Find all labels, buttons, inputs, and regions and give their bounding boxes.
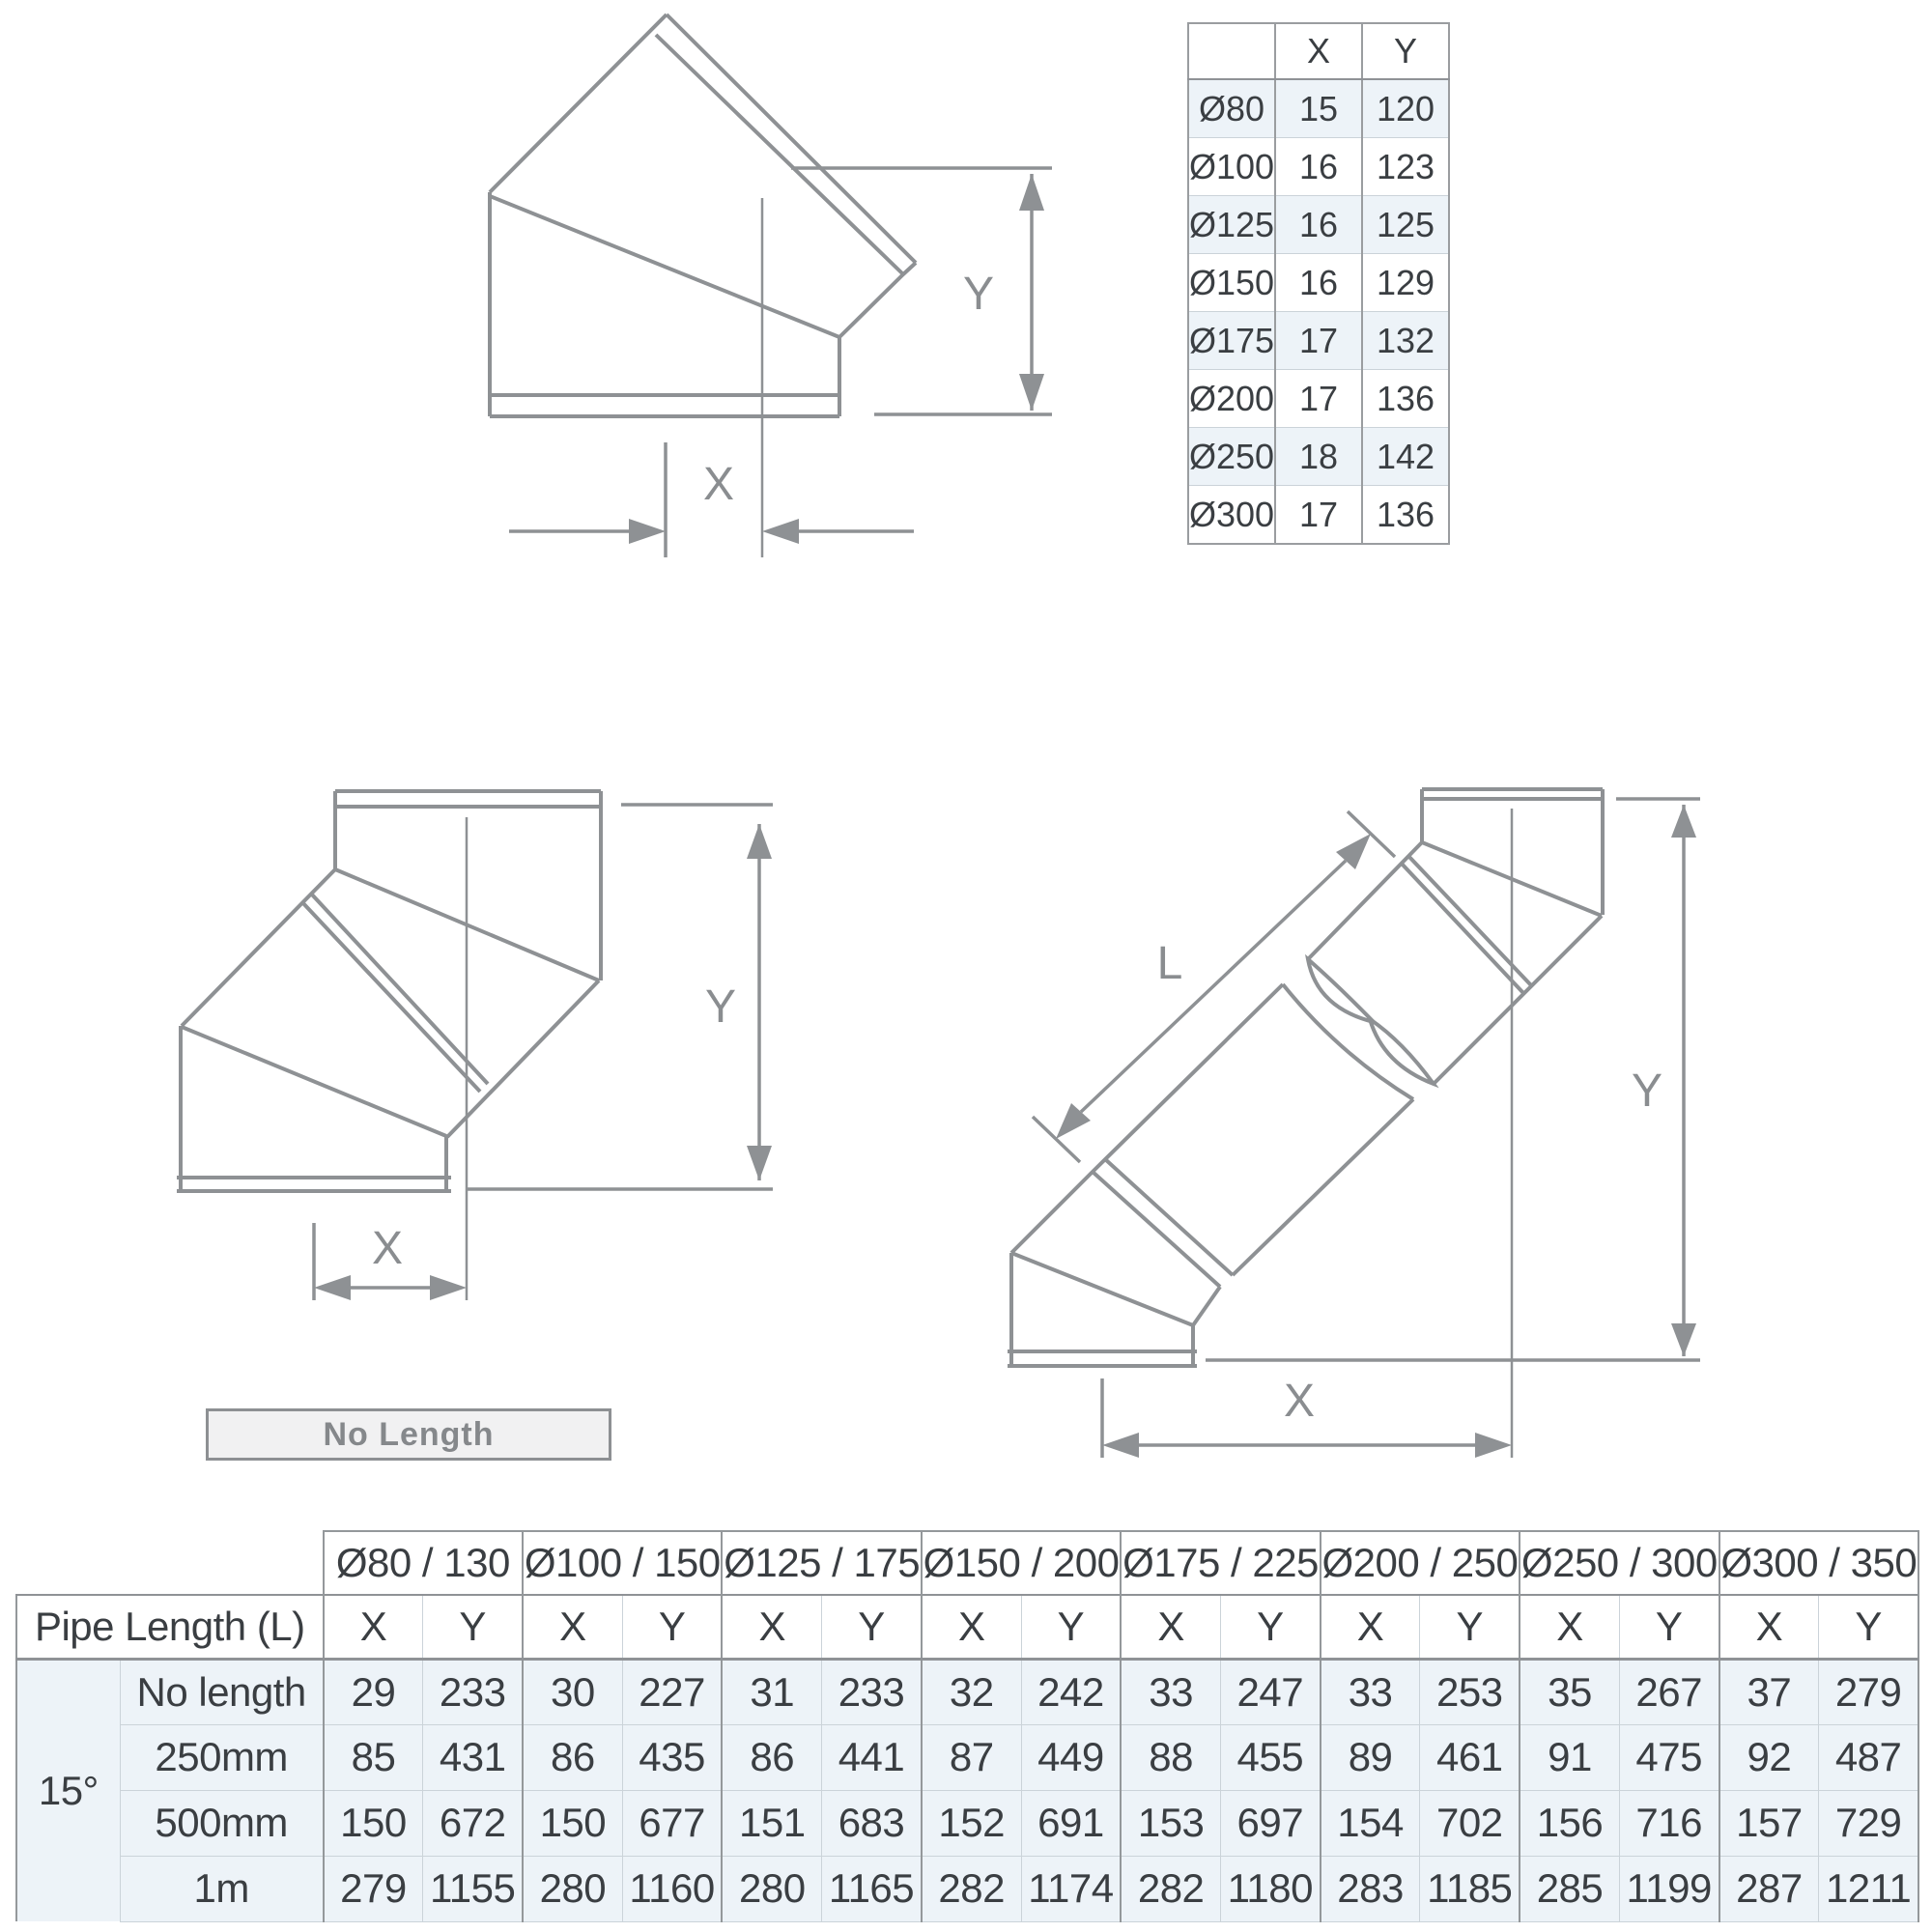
length-label-cell: 1m <box>120 1856 323 1921</box>
small-table-row <box>1188 196 1449 254</box>
y-value-cell: 683 <box>822 1790 922 1856</box>
sub-header-y-cell: Y <box>622 1595 722 1659</box>
y-value-cell: 1165 <box>822 1856 922 1921</box>
y-value-cell: 1185 <box>1420 1856 1520 1921</box>
sub-header-row <box>16 1595 1918 1659</box>
y-value-cell: 233 <box>423 1659 523 1724</box>
y-value-cell: 449 <box>1021 1724 1121 1790</box>
pipe-break-icon <box>1370 1019 1434 1084</box>
diameter-label-cell: Ø100 <box>1188 138 1275 196</box>
diameter-xy-table-container <box>1187 22 1450 545</box>
x-value-cell: 151 <box>722 1790 821 1856</box>
diameter-header-cell: Ø200 / 250 <box>1321 1531 1520 1595</box>
sub-header-x-cell: X <box>922 1595 1021 1659</box>
x-value-cell: 287 <box>1719 1856 1819 1921</box>
x-value-cell: 16 <box>1275 138 1362 196</box>
y-value-cell: 267 <box>1619 1659 1719 1724</box>
diameter-header-cell: Ø300 / 350 <box>1719 1531 1918 1595</box>
x-value-cell: 32 <box>922 1659 1021 1724</box>
x-value-cell: 280 <box>523 1856 622 1921</box>
y-value-cell: 677 <box>622 1790 722 1856</box>
sub-header-y-cell: Y <box>1021 1595 1121 1659</box>
y-label: Y <box>1631 1065 1663 1117</box>
sub-header-y-cell: Y <box>423 1595 523 1659</box>
diameter-header-cell: Ø175 / 225 <box>1121 1531 1320 1595</box>
y-value-cell: 242 <box>1021 1659 1121 1724</box>
x-value-cell: 16 <box>1275 254 1362 312</box>
y-value-cell: 227 <box>622 1659 722 1724</box>
y-value-cell: 475 <box>1619 1724 1719 1790</box>
y-value-cell: 1180 <box>1220 1856 1320 1921</box>
y-value-cell: 455 <box>1220 1724 1320 1790</box>
arrow-left-icon <box>314 1275 351 1300</box>
y-value-cell: 1155 <box>423 1856 523 1921</box>
length-label-cell: No length <box>120 1659 323 1724</box>
x-value-cell: 91 <box>1520 1724 1619 1790</box>
y-value-cell: 431 <box>423 1724 523 1790</box>
pipe-length-corner-cell: Pipe Length (L) <box>16 1595 324 1659</box>
y-value-cell: 716 <box>1619 1790 1719 1856</box>
y-value-cell: 1199 <box>1619 1856 1719 1921</box>
diameter-label-cell: Ø250 <box>1188 428 1275 486</box>
y-value-cell: 691 <box>1021 1790 1121 1856</box>
pipe-length-data-row <box>16 1724 1918 1790</box>
x-value-cell: 285 <box>1520 1856 1619 1921</box>
y-value-cell: 702 <box>1420 1790 1520 1856</box>
x-value-cell: 33 <box>1321 1659 1420 1724</box>
elbow-outline <box>1008 789 1603 1366</box>
diameter-header-cell: Ø80 / 130 <box>324 1531 523 1595</box>
y-value-cell: 136 <box>1362 370 1449 428</box>
no-length-caption: No Length <box>206 1408 611 1461</box>
arrow-up-icon <box>1019 174 1044 211</box>
y-value-cell: 441 <box>822 1724 922 1790</box>
pipe-length-table-container <box>15 1530 1919 1922</box>
x-value-cell: 150 <box>523 1790 622 1856</box>
diameter-xy-table <box>1187 22 1450 545</box>
y-value-cell: 461 <box>1420 1724 1520 1790</box>
y-value-cell: 1174 <box>1021 1856 1121 1921</box>
y-value-cell: 132 <box>1362 312 1449 370</box>
small-table-row <box>1188 254 1449 312</box>
angle-cell: 15° <box>16 1659 120 1921</box>
sub-header-x-cell: X <box>1321 1595 1420 1659</box>
diameter-header-cell: Ø100 / 150 <box>523 1531 722 1595</box>
x-dimension <box>314 1223 467 1300</box>
y-value-cell: 142 <box>1362 428 1449 486</box>
small-table-row <box>1188 370 1449 428</box>
sub-header-y-cell: Y <box>1220 1595 1320 1659</box>
diameter-label-cell: Ø125 <box>1188 196 1275 254</box>
sub-header-y-cell: Y <box>822 1595 922 1659</box>
sub-header-x-cell: X <box>523 1595 622 1659</box>
x-value-cell: 154 <box>1321 1790 1420 1856</box>
y-value-cell: 123 <box>1362 138 1449 196</box>
x-value-cell: 17 <box>1275 312 1362 370</box>
x-dimension <box>1102 1376 1512 1458</box>
x-value-cell: 88 <box>1121 1724 1220 1790</box>
x-value-cell: 18 <box>1275 428 1362 486</box>
top-elbow-drawing <box>490 14 1052 557</box>
arrow-right-icon <box>629 519 666 544</box>
x-value-cell: 35 <box>1520 1659 1619 1724</box>
x-value-cell: 86 <box>523 1724 622 1790</box>
y-value-cell: 1160 <box>622 1856 722 1921</box>
y-value-cell: 1211 <box>1819 1856 1918 1921</box>
x-value-cell: 283 <box>1321 1856 1420 1921</box>
x-value-cell: 150 <box>324 1790 423 1856</box>
x-value-cell: 85 <box>324 1724 423 1790</box>
pipe-break-icon <box>1308 959 1374 1022</box>
sub-header-y-cell: Y <box>1619 1595 1719 1659</box>
x-value-cell: 157 <box>1719 1790 1819 1856</box>
diameter-header-cell: Ø150 / 200 <box>922 1531 1121 1595</box>
diameter-label-cell: Ø80 <box>1188 79 1275 138</box>
small-table-row <box>1188 138 1449 196</box>
y-value-cell: 125 <box>1362 196 1449 254</box>
arrow-down-icon <box>1019 374 1044 411</box>
pipe-length-data-row <box>16 1856 1918 1921</box>
small-table-col-header-y: Y <box>1362 23 1449 79</box>
small-table-row <box>1188 79 1449 138</box>
y-value-cell: 487 <box>1819 1724 1918 1790</box>
small-table-row <box>1188 486 1449 545</box>
x-value-cell: 86 <box>722 1724 821 1790</box>
x-value-cell: 282 <box>1121 1856 1220 1921</box>
y-value-cell: 253 <box>1420 1659 1520 1724</box>
table-corner-blank <box>16 1531 324 1595</box>
diameter-label-cell: Ø200 <box>1188 370 1275 428</box>
x-value-cell: 17 <box>1275 370 1362 428</box>
small-table-row <box>1188 312 1449 370</box>
y-value-cell: 279 <box>1819 1659 1918 1724</box>
sub-header-x-cell: X <box>1121 1595 1220 1659</box>
x-value-cell: 37 <box>1719 1659 1819 1724</box>
y-dimension <box>468 805 773 1189</box>
sub-header-x-cell: X <box>1520 1595 1619 1659</box>
y-value-cell: 247 <box>1220 1659 1320 1724</box>
y-value-cell: 435 <box>622 1724 722 1790</box>
x-value-cell: 89 <box>1321 1724 1420 1790</box>
length-label-cell: 250mm <box>120 1724 323 1790</box>
arrow-right-icon <box>430 1275 467 1300</box>
x-value-cell: 29 <box>324 1659 423 1724</box>
x-label: X <box>702 459 735 510</box>
arrow-left-icon <box>762 519 799 544</box>
pipe-length-data-row <box>16 1790 1918 1856</box>
pipe-break-curve <box>1283 984 1413 1099</box>
arrow-up-icon <box>1671 805 1696 838</box>
x-value-cell: 30 <box>523 1659 622 1724</box>
x-label: X <box>371 1223 404 1274</box>
diameter-label-cell: Ø175 <box>1188 312 1275 370</box>
pipe-length-data-row <box>16 1659 1918 1724</box>
sub-header-y-cell: Y <box>1420 1595 1520 1659</box>
x-value-cell: 152 <box>922 1790 1021 1856</box>
elbow-outline <box>490 14 916 416</box>
x-dimension <box>509 442 914 557</box>
x-value-cell: 31 <box>722 1659 821 1724</box>
pipe-length-elbow-drawing <box>1008 789 1700 1458</box>
y-label: Y <box>704 981 737 1033</box>
arrow-right-icon <box>1475 1433 1512 1458</box>
small-table-col-header-x: X <box>1275 23 1362 79</box>
y-value-cell: 672 <box>423 1790 523 1856</box>
diameter-header-cell: Ø250 / 300 <box>1520 1531 1719 1595</box>
x-label: X <box>1283 1376 1316 1427</box>
arrow-down-icon <box>1671 1323 1696 1356</box>
x-value-cell: 282 <box>922 1856 1021 1921</box>
x-value-cell: 153 <box>1121 1790 1220 1856</box>
l-label: L <box>1156 938 1183 989</box>
small-table-row <box>1188 428 1449 486</box>
arrow-up-icon <box>747 824 772 859</box>
y-value-cell: 729 <box>1819 1790 1918 1856</box>
pipe-length-table <box>15 1530 1919 1922</box>
sub-header-y-cell: Y <box>1819 1595 1918 1659</box>
sub-header-x-cell: X <box>1719 1595 1819 1659</box>
y-value-cell: 697 <box>1220 1790 1320 1856</box>
x-value-cell: 16 <box>1275 196 1362 254</box>
x-value-cell: 92 <box>1719 1724 1819 1790</box>
x-value-cell: 156 <box>1520 1790 1619 1856</box>
sub-header-x-cell: X <box>324 1595 423 1659</box>
y-dimension <box>1206 799 1700 1360</box>
y-value-cell: 233 <box>822 1659 922 1724</box>
diameter-label-cell: Ø150 <box>1188 254 1275 312</box>
y-value-cell: 136 <box>1362 486 1449 545</box>
arrow-down-icon <box>747 1146 772 1180</box>
sub-header-x-cell: X <box>722 1595 821 1659</box>
diameter-header-row <box>16 1531 1918 1595</box>
x-value-cell: 33 <box>1121 1659 1220 1724</box>
diameter-label-cell: Ø300 <box>1188 486 1275 545</box>
small-table-header-row <box>1188 23 1449 79</box>
x-value-cell: 87 <box>922 1724 1021 1790</box>
arrow-left-icon <box>1102 1433 1139 1458</box>
diameter-header-cell: Ø125 / 175 <box>722 1531 921 1595</box>
elbow-outline <box>177 791 601 1191</box>
x-value-cell: 15 <box>1275 79 1362 138</box>
small-table-corner-blank <box>1188 23 1275 79</box>
x-value-cell: 280 <box>722 1856 821 1921</box>
y-label: Y <box>962 269 995 320</box>
no-length-elbow-drawing <box>177 791 773 1300</box>
y-value-cell: 129 <box>1362 254 1449 312</box>
x-value-cell: 17 <box>1275 486 1362 545</box>
x-value-cell: 279 <box>324 1856 423 1921</box>
length-label-cell: 500mm <box>120 1790 323 1856</box>
y-value-cell: 120 <box>1362 79 1449 138</box>
